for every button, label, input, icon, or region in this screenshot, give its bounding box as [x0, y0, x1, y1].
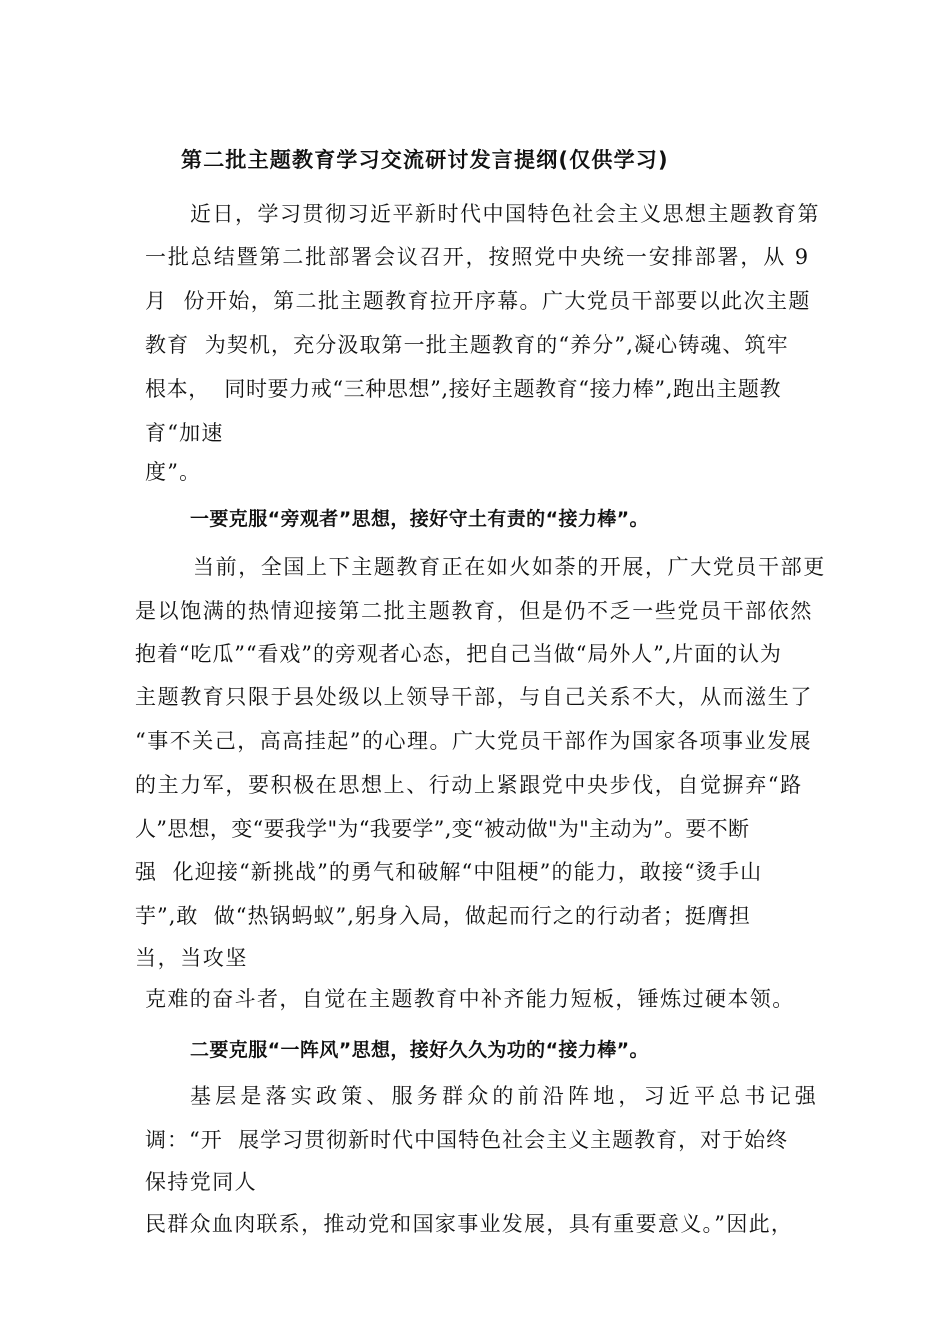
body-line: 主题教育只限于县处级以上领导干部，与自己关系不大，从而滋生了 — [135, 685, 813, 709]
body-line: 基层是落实政策、服务群众的前沿阵地，习近平总书记强 — [190, 1084, 820, 1108]
body-line: 当，当攻坚 — [135, 946, 248, 970]
intro-line: 教育 为契机，充分汲取第一批主题教育的“养分”,凝心铸魂、筑牢 — [145, 333, 789, 357]
body-line: “事不关己，高高挂起”的心理。广大党员干部作为国家各项事业发展 — [135, 729, 812, 753]
section-heading: 一要克服“旁观者”思想，接好守土有责的“接力棒”。 — [190, 508, 649, 530]
document-title: 第二批主题教育学习交流研讨发言提纲(仅供学习) — [181, 148, 669, 172]
intro-line: 根本， 同时要力戒“三种思想”,接好主题教育“接力棒”,跑出主题教 — [145, 377, 782, 401]
intro-line: 月 份开始，第二批主题教育拉开序幕。广大党员干部要以此次主题 — [145, 289, 811, 313]
section-heading: 二要克服“一阵风”思想，接好久久为功的“接力棒”。 — [190, 1039, 649, 1061]
intro-line: 度”。 — [145, 460, 202, 484]
intro-line: 育“加速 — [145, 421, 224, 445]
body-line: 抱着“吃瓜”“看戏”的旁观者心态，把自己当做“局外人”,片面的认为 — [135, 642, 782, 666]
body-line: 调：“开 展学习贯彻新时代中国特色社会主义主题教育，对于始终 — [145, 1128, 789, 1152]
body-line: 当前，全国上下主题教育正在如火如荼的开展，广大党员干部更 — [193, 555, 826, 579]
intro-line: 近日，学习贯彻习近平新时代中国特色社会主义思想主题教育第 — [190, 202, 820, 226]
body-line: 人”思想，变“要我学"为“我要学”,变“被动做"为"主动为”。要不断 — [135, 817, 750, 841]
body-line: 保持党同人 — [145, 1170, 257, 1194]
body-line: 克难的奋斗者，自觉在主题教育中补齐能力短板，锤炼过硬本领。 — [145, 987, 795, 1011]
body-line: 的主力军，要积极在思想上、行动上紧跟党中央步伐，自觉摒弃“路 — [135, 773, 803, 797]
body-line: 强 化迎接“新挑战”的勇气和破解“中阻梗”的能力，敢接“烫手山 — [135, 860, 763, 884]
body-line: 芋”,敢 做“热锅蚂蚁”,躬身入局，做起而行之的行动者；挺膺担 — [135, 904, 751, 928]
intro-line: 一批总结暨第二批部署会议召开，按照党中央统一安排部署，从 9 — [145, 245, 811, 269]
body-line: 是以饱满的热情迎接第二批主题教育，但是仍不乏一些党员干部依然 — [135, 599, 813, 623]
body-line: 民群众血肉联系，推动党和国家事业发展，具有重要意义。”因此， — [145, 1212, 794, 1236]
